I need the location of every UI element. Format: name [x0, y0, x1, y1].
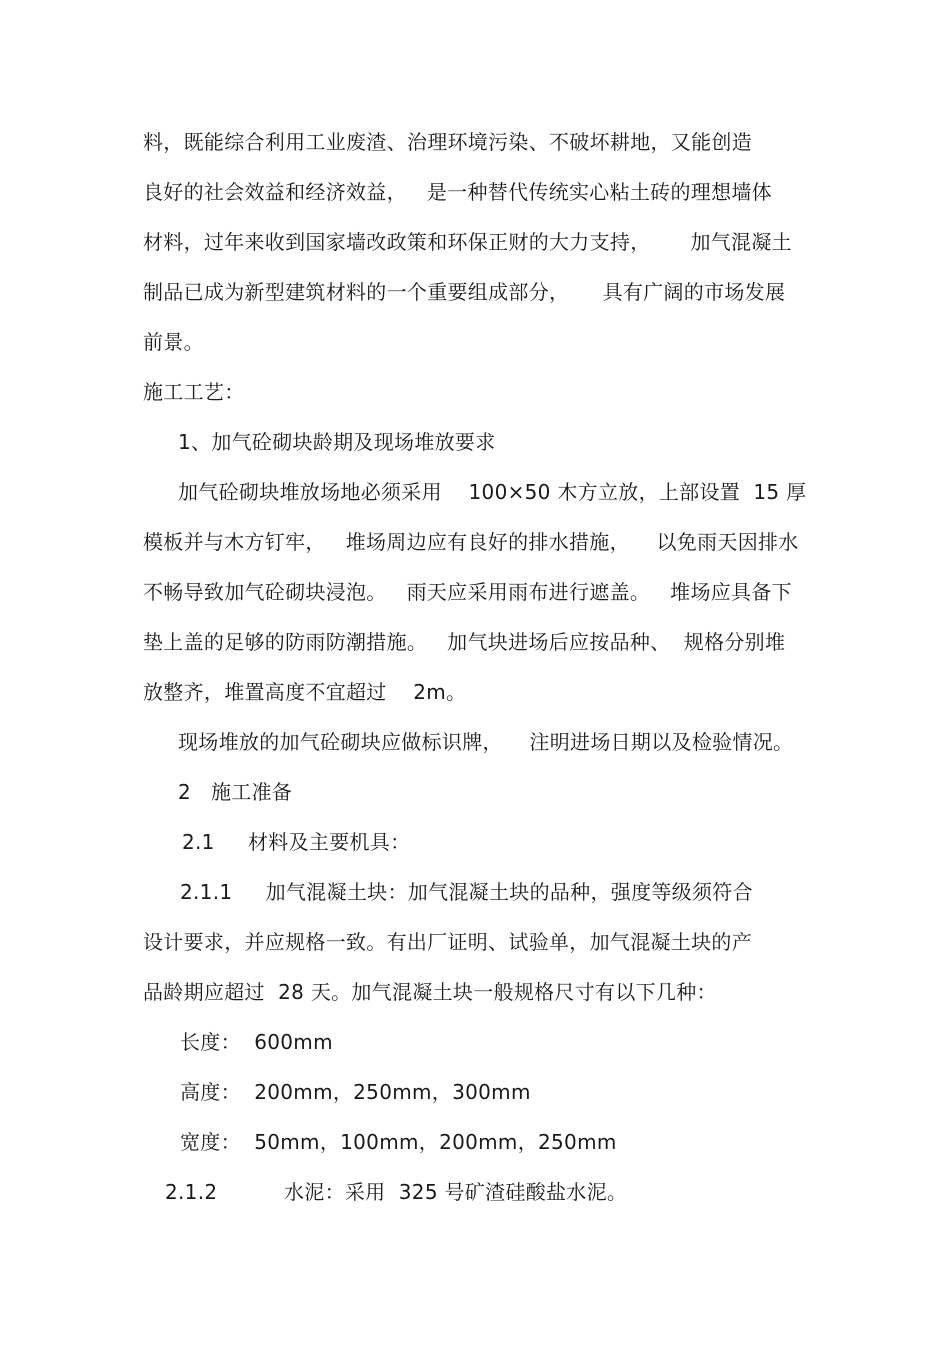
spec-line-length: 长度： 600mm [180, 1030, 333, 1054]
section-heading: 施工工艺： [143, 380, 245, 404]
subsection-heading: 1、加气砼砌块龄期及现场堆放要求 [178, 430, 496, 454]
paragraph-line: 不畅导致加气砼砌块浸泡。 雨天应采用雨布进行遮盖。 堆场应具备下 [143, 580, 792, 604]
paragraph-line: 加气砼砌块堆放场地必须采用 100×50 木方立放，上部设置 15 厚 [178, 480, 807, 504]
paragraph-line: 制品已成为新型建筑材料的一个重要组成部分， 具有广阔的市场发展 [143, 280, 786, 304]
paragraph-line: 良好的社会效益和经济效益， 是一种替代传统实心粘土砖的理想墙体 [143, 180, 772, 204]
paragraph-line: 设计要求，并应规格一致。有出厂证明、试验单，加气混凝土块的产 [143, 930, 752, 954]
paragraph-line: 模板并与木方钉牢， 堆场周边应有良好的排水措施， 以免雨天因排水 [143, 530, 799, 554]
paragraph-line: 放整齐，堆置高度不宜超过 2m。 [143, 680, 467, 704]
subsection-heading: 2 施工准备 [178, 780, 293, 804]
paragraph-line: 2.1.2 水泥：采用 325 号矿渣硅酸盐水泥。 [165, 1180, 628, 1204]
paragraph-line: 料，既能综合利用工业废渣、治理环境污染、不破坏耕地，又能创造 [143, 130, 752, 154]
paragraph-line: 垫上盖的足够的防雨防潮措施。 加气块进场后应按品种、 规格分别堆 [143, 630, 786, 654]
paragraph-line: 前景。 [143, 330, 204, 354]
spec-line-height: 高度： 200mm，250mm，300mm [180, 1080, 531, 1104]
subsection-heading: 2.1 材料及主要机具： [182, 830, 411, 854]
paragraph-line: 2.1.1 加气混凝土块：加气混凝土块的品种，强度等级须符合 [180, 880, 753, 904]
spec-line-width: 宽度： 50mm，100mm，200mm，250mm [180, 1130, 617, 1154]
paragraph-line: 品龄期应超过 28 天。加气混凝土块一般规格尺寸有以下几种： [143, 980, 717, 1004]
paragraph-line: 现场堆放的加气砼砌块应做标识牌， 注明进场日期以及检验情况。 [178, 730, 794, 754]
paragraph-line: 材料，过年来收到国家墙改政策和环保正财的大力支持， 加气混凝土 [143, 230, 792, 254]
